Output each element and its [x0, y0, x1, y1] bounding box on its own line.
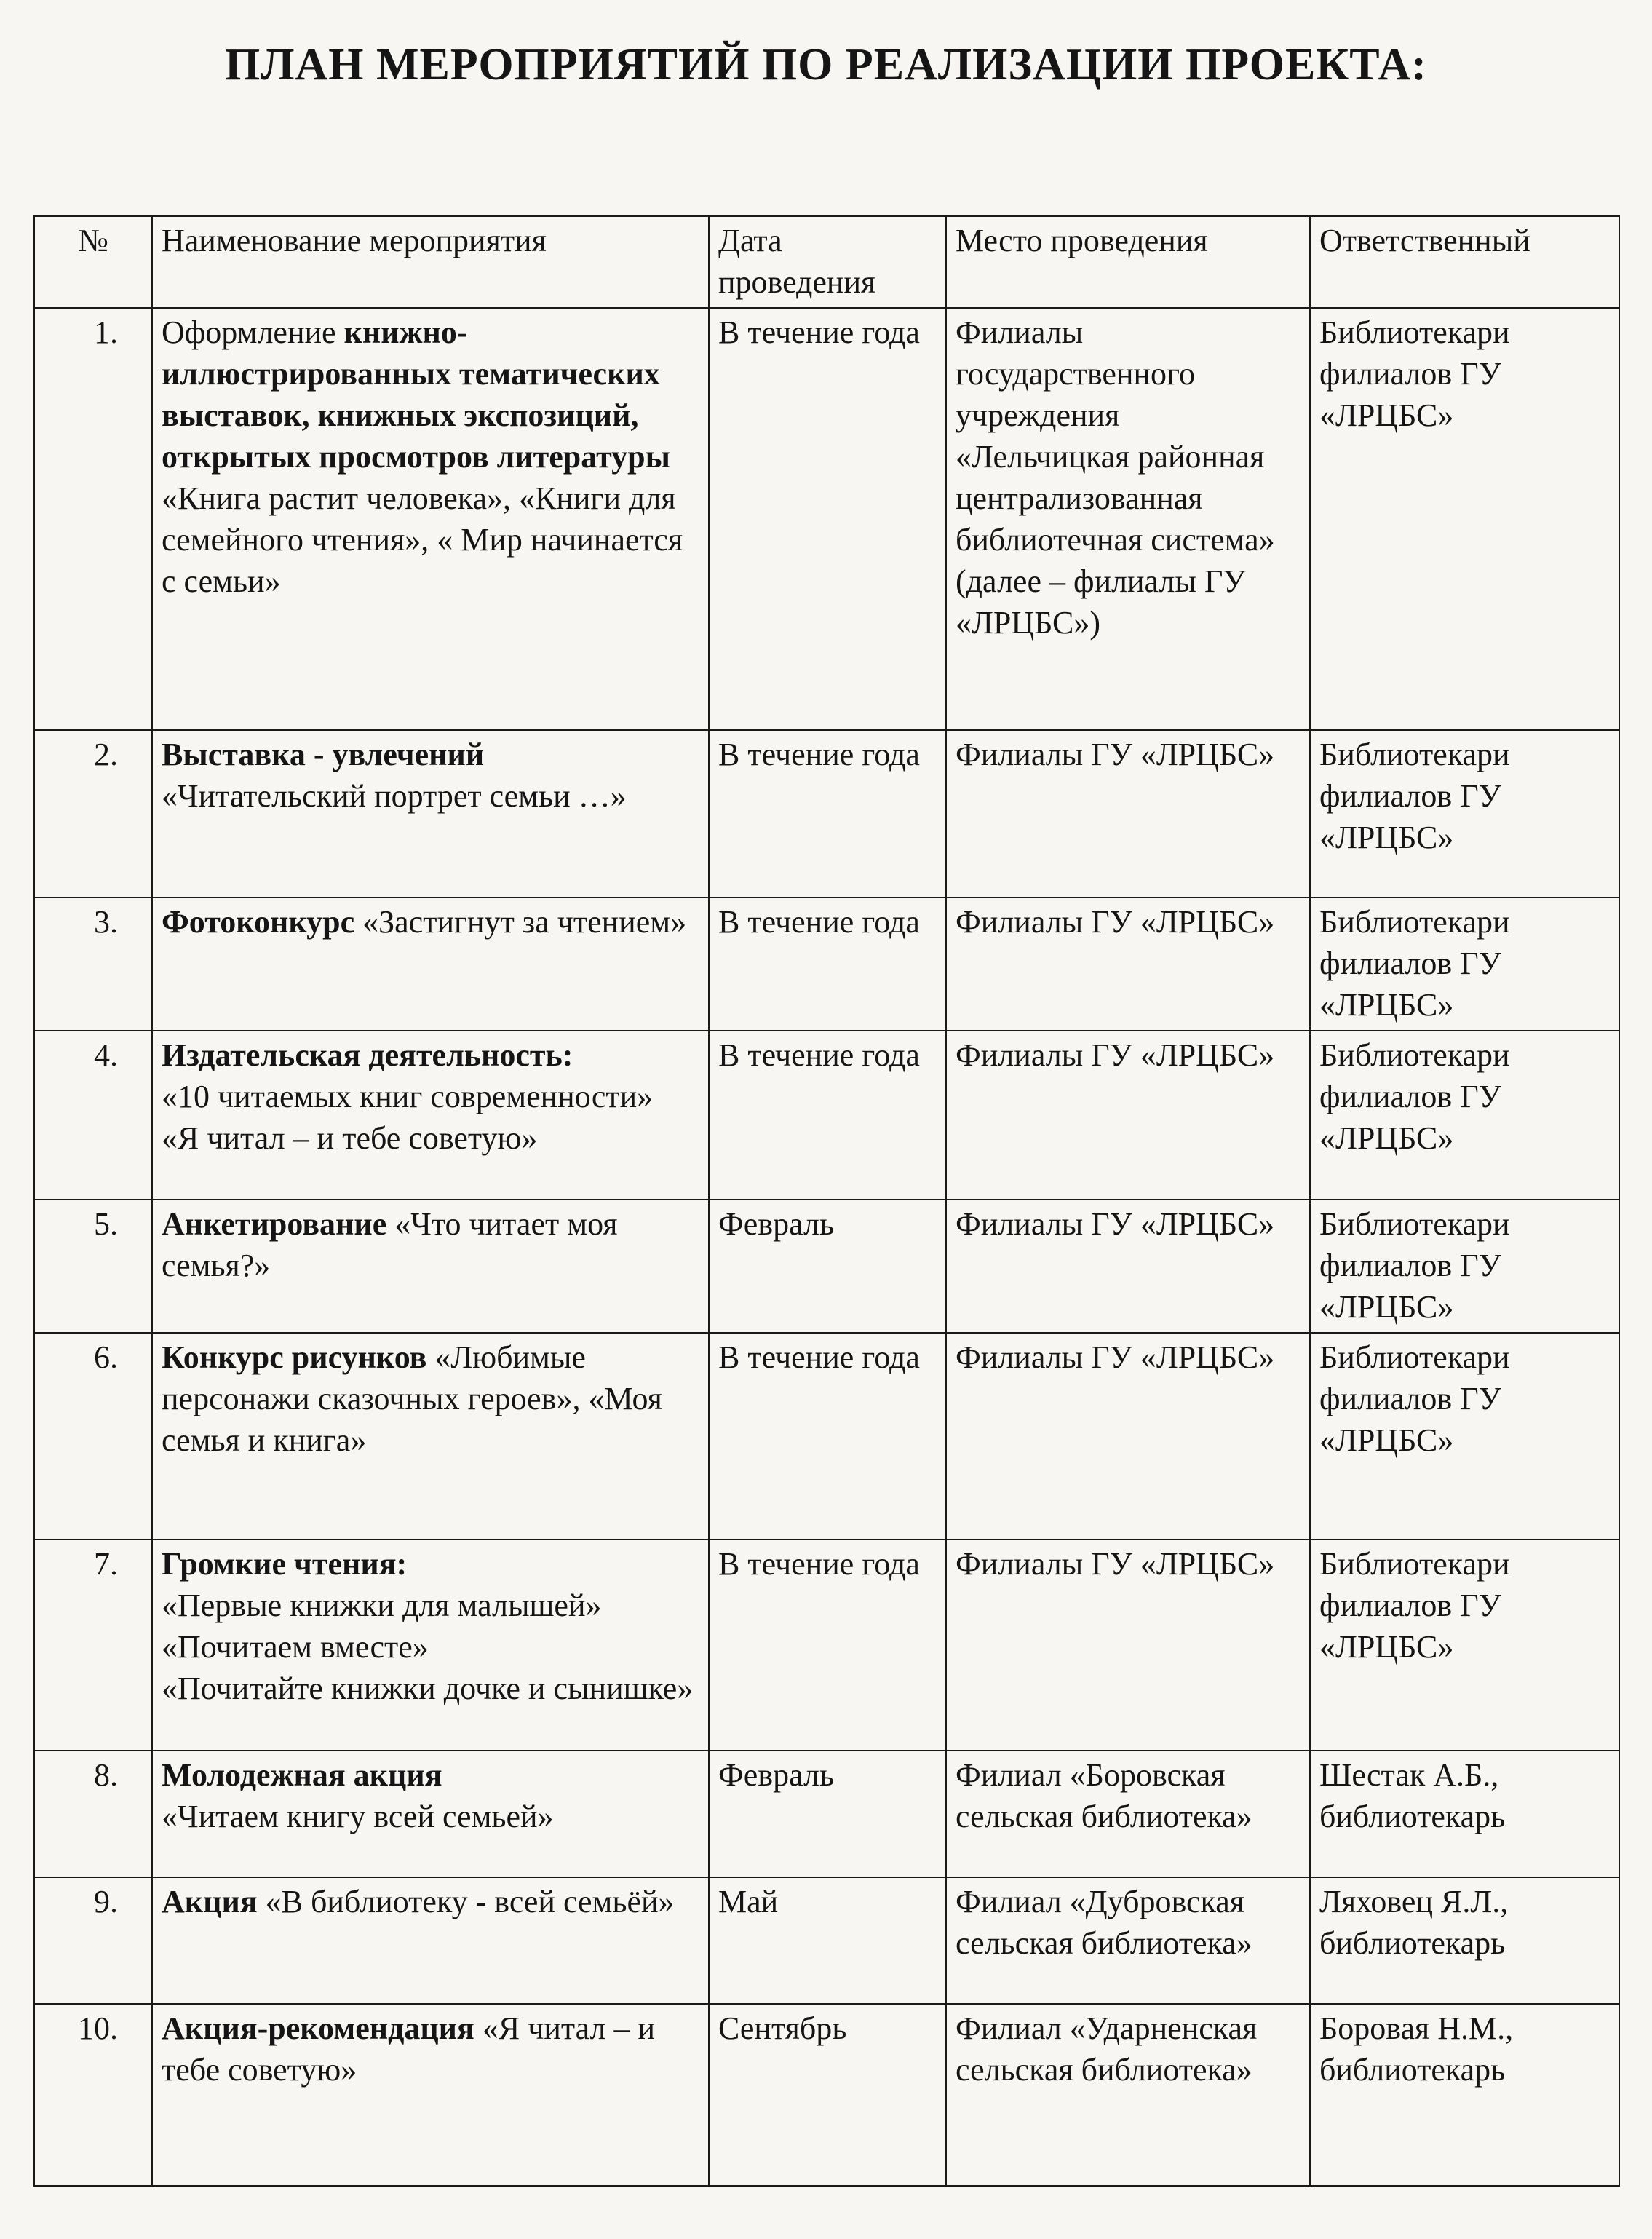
row-num: 2.	[34, 730, 152, 897]
event-name-rest: «Читательский портрет семьи …»	[162, 778, 627, 814]
event-name-rest: «Что читает моя семья?»	[162, 1206, 618, 1283]
row-event-name	[152, 1031, 709, 1200]
row-date: Февраль	[709, 1751, 946, 1877]
event-name-bold: Анкетирование	[162, 1206, 387, 1242]
row-date: В течение года	[709, 1539, 946, 1751]
event-name-line: «Первые книжки для малышей»	[162, 1588, 602, 1623]
event-name-bold: Молодежная акция	[162, 1757, 442, 1793]
column-header-date: Дата проведения	[709, 216, 946, 308]
row-num: 1.	[34, 308, 152, 730]
row-event-name	[152, 1539, 709, 1751]
table-row	[34, 730, 1619, 897]
event-name-line: «Почитайте книжки дочке и сынишке»	[162, 1671, 694, 1706]
row-event-name	[152, 2004, 709, 2186]
event-name-rest: «В библиотеку - всей семьёй»	[257, 1884, 675, 1919]
event-name-bold: Фотоконкурс	[162, 904, 355, 940]
event-name-rest: «Я читал – и тебе советую»	[162, 2010, 656, 2088]
event-name-line: «Читаем книгу всей семьей»	[162, 1799, 554, 1834]
table-row	[34, 1333, 1619, 1539]
row-date: В течение года	[709, 308, 946, 730]
row-num: 4.	[34, 1031, 152, 1200]
event-name-bold: Конкурс рисунков	[162, 1339, 427, 1375]
row-date: Сентябрь	[709, 2004, 946, 2186]
row-num: 8.	[34, 1751, 152, 1877]
row-date: В течение года	[709, 897, 946, 1031]
column-header-name: Наименование мероприятия	[152, 216, 709, 308]
row-date: В течение года	[709, 730, 946, 897]
row-num: 9.	[34, 1877, 152, 2004]
row-responsible: Библиотекари филиалов ГУ «ЛРЦБС»	[1310, 1333, 1619, 1539]
row-num: 3.	[34, 897, 152, 1031]
row-event-name	[152, 1877, 709, 2004]
event-name-bold: Выставка - увлечений	[162, 737, 485, 772]
row-place: Филиал «Ударненская сельская библиотека»	[946, 2004, 1310, 2186]
row-num: 5.	[34, 1200, 152, 1333]
row-event-name	[152, 1751, 709, 1877]
row-date: В течение года	[709, 1333, 946, 1539]
table-row	[34, 1200, 1619, 1333]
event-name-line: «Почитаем вместе»	[162, 1629, 429, 1665]
event-name-bold: Громкие чтения:	[162, 1546, 408, 1582]
table-row	[34, 1031, 1619, 1200]
row-place: Филиал «Боровская сельская библиотека»	[946, 1751, 1310, 1877]
row-num: 7.	[34, 1539, 152, 1751]
row-responsible: Библиотекари филиалов ГУ «ЛРЦБС»	[1310, 1031, 1619, 1200]
table-row	[34, 1877, 1619, 2004]
event-name-prefix: Оформление	[162, 314, 344, 350]
table-row	[34, 2004, 1619, 2186]
row-place: Филиалы государственного учреждения «Лельчицкая районная централизованная библиотечная система» (далее – филиалы ГУ «ЛРЦБС»)	[946, 308, 1310, 730]
events-table	[33, 215, 1620, 2187]
row-responsible: Библиотекари филиалов ГУ «ЛРЦБС»	[1310, 897, 1619, 1031]
page-title: ПЛАН МЕРОПРИЯТИЙ ПО РЕАЛИЗАЦИИ ПРОЕКТА:	[225, 40, 1427, 90]
row-place: Филиалы ГУ «ЛРЦБС»	[946, 1333, 1310, 1539]
row-date: Февраль	[709, 1200, 946, 1333]
row-num: 6.	[34, 1333, 152, 1539]
event-name-rest: «Книга растит человека», «Книги для семейного чтения», « Мир начинается с семьи»	[162, 480, 683, 599]
row-date: Май	[709, 1877, 946, 2004]
row-date: В течение года	[709, 1031, 946, 1200]
row-place: Филиалы ГУ «ЛРЦБС»	[946, 1539, 1310, 1751]
table-header-row	[34, 216, 1619, 308]
row-responsible: Ляховец Я.Л., библиотекарь	[1310, 1877, 1619, 2004]
row-event-name	[152, 897, 709, 1031]
row-event-name	[152, 730, 709, 897]
event-name-rest: «Застигнут за чтением»	[354, 904, 687, 940]
row-event-name	[152, 1200, 709, 1333]
row-event-name	[152, 308, 709, 730]
row-place: Филиалы ГУ «ЛРЦБС»	[946, 897, 1310, 1031]
column-header-responsible: Ответственный	[1310, 216, 1619, 308]
row-responsible: Библиотекари филиалов ГУ «ЛРЦБС»	[1310, 730, 1619, 897]
row-place: Филиалы ГУ «ЛРЦБС»	[946, 1031, 1310, 1200]
event-name-rest: «Любимые персонажи сказочных героев», «Моя семья и книга»	[162, 1339, 662, 1458]
row-place: Филиалы ГУ «ЛРЦБС»	[946, 730, 1310, 897]
row-responsible: Библиотекари филиалов ГУ «ЛРЦБС»	[1310, 1200, 1619, 1333]
event-name-bold: Акция	[162, 1884, 258, 1919]
row-num: 10.	[34, 2004, 152, 2186]
table-row	[34, 1539, 1619, 1751]
table-row	[34, 897, 1619, 1031]
row-responsible: Боровая Н.М., библиотекарь	[1310, 2004, 1619, 2186]
event-name-line: «Я читал – и тебе советую»	[162, 1120, 538, 1156]
table-row	[34, 1751, 1619, 1877]
column-header-place: Место проведения	[946, 216, 1310, 308]
row-place: Филиал «Дубровская сельская библиотека»	[946, 1877, 1310, 2004]
event-name-bold: Акция-рекомендация	[162, 2010, 474, 2046]
row-responsible: Шестак А.Б., библиотекарь	[1310, 1751, 1619, 1877]
row-responsible: Библиотекари филиалов ГУ «ЛРЦБС»	[1310, 308, 1619, 730]
row-responsible: Библиотекари филиалов ГУ «ЛРЦБС»	[1310, 1539, 1619, 1751]
column-header-num: №	[34, 216, 152, 308]
table-row	[34, 308, 1619, 730]
event-name-line: «10 читаемых книг современности»	[162, 1079, 654, 1114]
row-event-name	[152, 1333, 709, 1539]
event-name-bold: Издательская деятельность:	[162, 1037, 573, 1073]
row-place: Филиалы ГУ «ЛРЦБС»	[946, 1200, 1310, 1333]
event-name-bold: книжно-иллюстрированных тематических выставок, книжных экспозиций, открытых просмотров литературы	[162, 314, 670, 475]
